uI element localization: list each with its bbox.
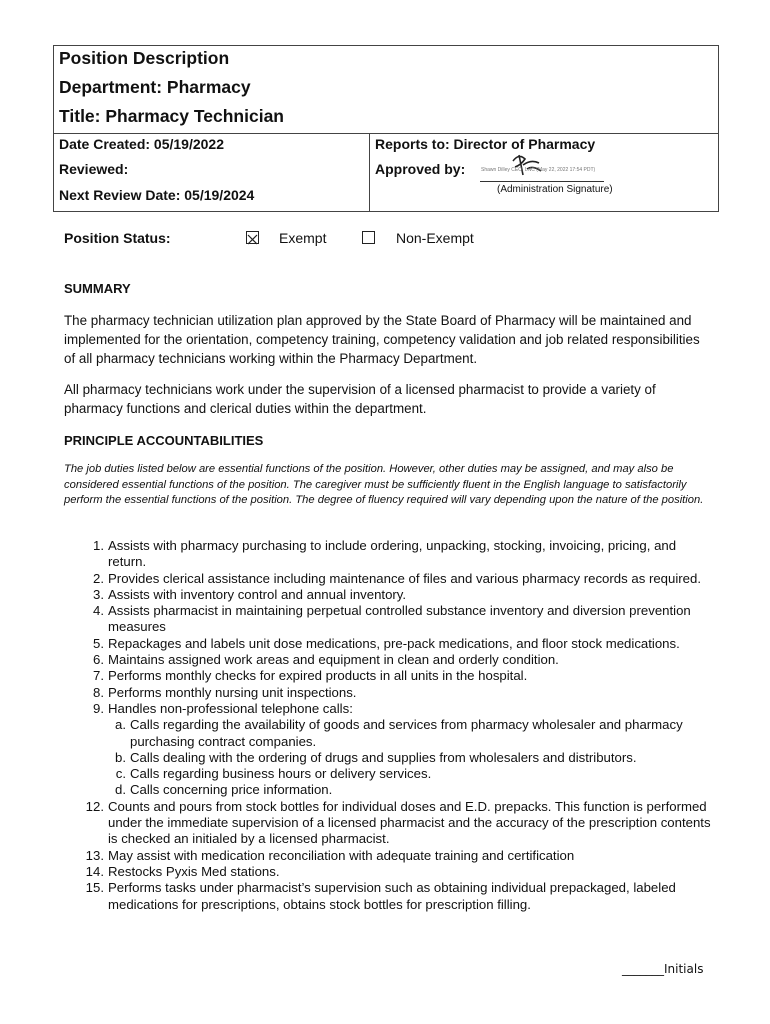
- approval-cell: [369, 133, 718, 211]
- duty-item: [64, 587, 714, 603]
- approved-by-label: Approved by:: [375, 161, 466, 177]
- duty-number: 1.: [93, 538, 104, 553]
- dates-cell: [54, 133, 370, 211]
- duty-text: Performs monthly nursing unit inspections.: [108, 684, 357, 700]
- duty-number: 9.: [93, 700, 104, 716]
- duty-text: Assists with pharmacy purchasing to include ordering, unpacking, stocking, invoicing, pricing, and return.: [108, 538, 677, 570]
- non-exempt-label: Non-Exempt: [396, 230, 474, 246]
- duty-text: Performs tasks under pharmacist’s supervision such as obtaining individual prepackaged, labeled medications for prescriptions, obtains stock bottles for prescription filling.: [108, 880, 676, 912]
- duty-item: [64, 799, 714, 848]
- duty-item: [64, 538, 714, 571]
- duty-number: 8.: [93, 684, 104, 700]
- duty-item: [64, 880, 714, 913]
- duty-text: Assists pharmacist in maintaining perpetual controlled substance inventory and diversion prevention measures: [108, 603, 691, 635]
- duty-item: [64, 603, 714, 636]
- duty-item: [64, 848, 714, 864]
- duty-text: Maintains assigned work areas and equipment in clean and orderly condition.: [108, 652, 559, 668]
- duty-text: May assist with medication reconciliation with adequate training and certification: [108, 847, 575, 863]
- duty-item: [64, 701, 714, 799]
- duty-text: Counts and pours from stock bottles for individual doses and E.D. prepacks. This function is performed under the immediate supervision of a licensed pharmacist and the accuracy of the prescription contents is checked an initialed by a licensed pharmacist.: [108, 798, 711, 847]
- duty-number: 15.: [85, 880, 104, 896]
- summary-paragraph-2: All pharmacy technicians work under the supervision of a licensed pharmacist to provide a variety of pharmacy functions and clerical duties within the department.: [64, 382, 656, 416]
- exempt-checkbox[interactable]: [246, 231, 259, 244]
- exempt-label: Exempt: [279, 230, 327, 246]
- job-title-line: Title: Pharmacy Technician: [59, 106, 284, 126]
- initials-field[interactable]: _______Initials: [622, 962, 704, 976]
- handwritten-signature: [505, 151, 545, 179]
- header-title-block: [54, 46, 718, 134]
- duty-text: Performs monthly checks for expired products in all units in the hospital.: [108, 668, 528, 684]
- duty-item: [64, 571, 714, 587]
- duties-list: [64, 538, 714, 913]
- next-review-date: Next Review Date: 05/19/2024: [59, 187, 255, 203]
- duty-number: 13.: [85, 847, 104, 863]
- reviewed-label: Reviewed:: [59, 161, 129, 177]
- duty-item: [64, 636, 714, 652]
- sub-item-text: Calls regarding the availability of goods and services from pharmacy wholesaler and pharmacy purchasing contract companies.: [130, 717, 683, 749]
- sub-item-letter: d.: [115, 782, 126, 798]
- summary-paragraph-1: The pharmacy technician utilization plan approved by the State Board of Pharmacy will be maintained and implemented for the orientation, competency training, competency validation and job related responsibilities of all pharmacy technicians working within the Pharmacy Department.: [64, 313, 700, 366]
- duty-number: 7.: [93, 668, 104, 684]
- duty-text: Restocks Pyxis Med stations.: [108, 863, 280, 879]
- duty-text: Repackages and labels unit dose medications, pre-pack medications, and floor stock medications.: [108, 635, 680, 651]
- signature-caption: (Administration Signature): [497, 184, 613, 195]
- duty-text: Assists with inventory control and annual inventory.: [108, 586, 407, 602]
- duty-number: 3.: [93, 586, 104, 602]
- duty-number: 4.: [93, 603, 104, 619]
- position-status-label: Position Status:: [64, 230, 171, 246]
- duty-sub-item: [108, 717, 714, 750]
- sub-item-text: Calls concerning price information.: [130, 782, 333, 798]
- checked-x-icon: [247, 234, 258, 245]
- header-box: [53, 45, 719, 212]
- non-exempt-checkbox[interactable]: [362, 231, 375, 244]
- summary-heading: SUMMARY: [64, 281, 131, 296]
- duty-sub-item: [108, 766, 714, 782]
- duty-number: 12.: [85, 798, 104, 814]
- department-line: Department: Pharmacy: [59, 77, 251, 97]
- signature-line: [480, 181, 604, 182]
- accountabilities-heading: PRINCIPLE ACCOUNTABILITIES: [64, 433, 264, 448]
- duty-item: [64, 864, 714, 880]
- duty-number: 6.: [93, 652, 104, 668]
- duty-sub-item: [108, 750, 714, 766]
- duty-sub-item: [108, 782, 714, 798]
- sub-item-text: Calls dealing with the ordering of drugs and supplies from wholesalers and distributors.: [130, 749, 637, 765]
- reports-to: Reports to: Director of Pharmacy: [375, 136, 596, 152]
- date-created: Date Created: 05/19/2022: [59, 136, 224, 152]
- document-heading: Position Description: [59, 48, 230, 68]
- sub-item-letter: c.: [115, 766, 126, 782]
- duty-number: 14.: [85, 863, 104, 879]
- sub-item-text: Calls regarding business hours or delivery services.: [130, 766, 432, 782]
- accountabilities-intro: The job duties listed below are essential functions of the position. However, other duties may be assigned, and may also be considered essential functions of the position. The caregiver must be sufficiently fluent in the English language to satisfactorily perform the essential functions of the position. The degree of fluency required will vary depending upon the nature of the position.: [64, 463, 704, 506]
- duty-item: [64, 685, 714, 701]
- duty-text: Provides clerical assistance including maintenance of files and various pharmacy records as required.: [108, 570, 701, 586]
- duty-sub-list: [108, 717, 714, 798]
- duty-number: 5.: [93, 635, 104, 651]
- duty-number: 2.: [93, 570, 104, 586]
- signature-stamp-text: Shawn Dilley CEO, LNC (May 22, 2022 17:54 PDT): [481, 167, 596, 173]
- duty-item: [64, 652, 714, 668]
- sub-item-letter: a.: [115, 717, 126, 733]
- sub-item-letter: b.: [115, 749, 126, 765]
- duty-text: Handles non-professional telephone calls:: [108, 700, 353, 716]
- duty-item: [64, 668, 714, 684]
